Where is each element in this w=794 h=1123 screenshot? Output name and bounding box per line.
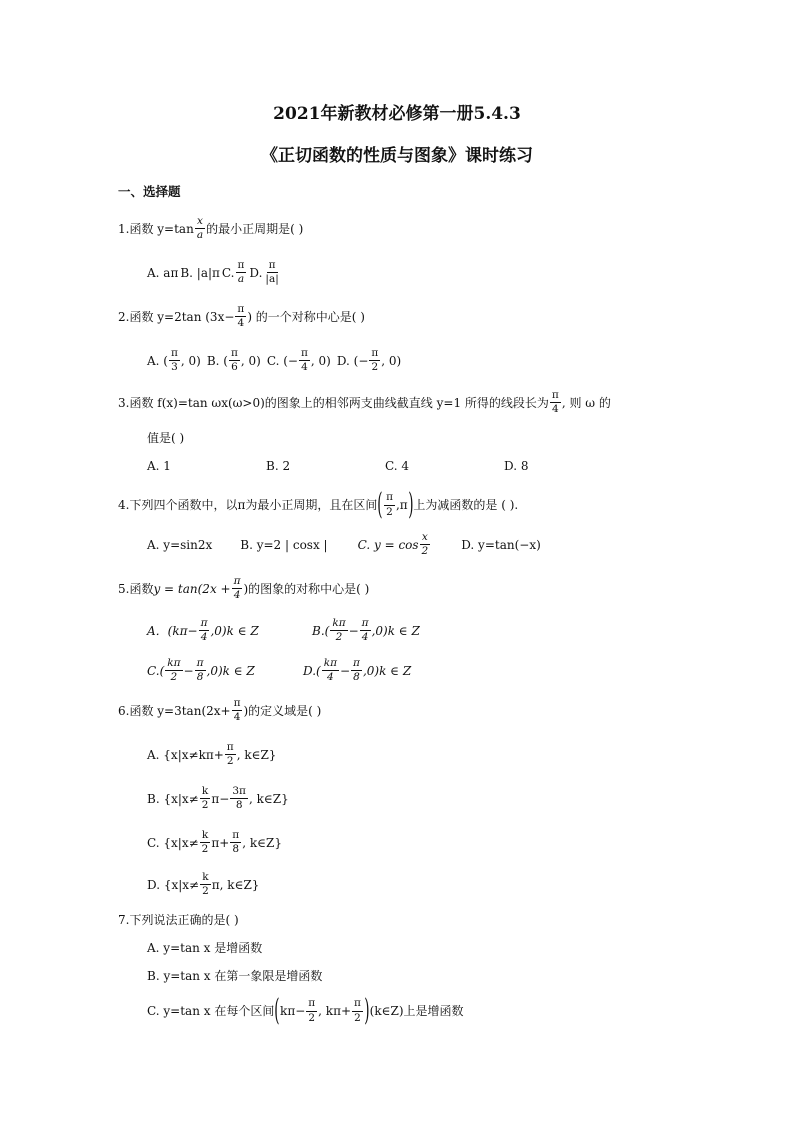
q6-text-post: )的定义域是( ) [243, 703, 322, 718]
q6-option-a: A. {x|x≠kπ+ $\frac{\pi}{2}$ , k∈Z} [147, 741, 277, 768]
q7-interval-open: ( [274, 993, 280, 1028]
q4-interval-open: ( [377, 487, 383, 522]
question-2-options [147, 348, 401, 373]
q2-option-d-post: , 0) [381, 353, 402, 368]
q2-option-a-fraction: $\frac{\pi}{3}$ [170, 347, 178, 374]
q6-option-d: D. {x|x≠ $\frac{k}{2}$ π, k∈Z} [147, 871, 260, 898]
q2-option-c-post: , 0) [310, 353, 331, 368]
question-6-stem [118, 698, 321, 723]
q5-expr-fraction: $\frac{\pi}{4}$ [233, 575, 241, 602]
question-3-stem [118, 390, 611, 415]
q4-text-post: 上为减函数的是 ( ). [413, 498, 519, 512]
q2-option-b-pre: B. ( [206, 353, 228, 368]
section-heading: 一、选择题 [118, 184, 181, 199]
q3-text-post: , 则 ω 的 [561, 395, 611, 410]
q4-option-a: A. y=sin2x [147, 537, 213, 552]
q2-option-a-post: , 0) [180, 353, 201, 368]
q3-option-d: D. 8 [504, 459, 529, 473]
q4-option-c-pre: C. y = cos [357, 537, 419, 552]
doc-title-line1: 2021年新教材必修第一册5.4.3 [273, 104, 521, 124]
q5-text-pre: 5.函数 [118, 581, 154, 596]
question-7-stem: 7.下列说法正确的是( ) [118, 913, 239, 927]
q2-option-d-fraction: $\frac{\pi}{2}$ [371, 347, 379, 374]
q2-option-c-fraction: $\frac{\pi}{4}$ [300, 347, 308, 374]
question-4-options [147, 532, 541, 557]
q1-option-c-label: C. [221, 265, 235, 280]
q3-fraction: $\frac{\pi}{4}$ [551, 389, 559, 416]
q3-option-a: A. 1 [147, 459, 171, 473]
q1-fraction: $\frac{x}{a}$ [196, 215, 204, 242]
q1-option-c-fraction: $\frac{\pi}{a}$ [237, 259, 245, 286]
q4-interval-mid: ,π [395, 498, 408, 512]
q4-option-c-fraction: $\frac{x}{2}$ [421, 531, 429, 558]
q2-text-post: ) 的一个对称中心是( ) [247, 309, 365, 324]
q6-fraction: $\frac{\pi}{4}$ [233, 697, 241, 724]
q7-option-c: C. y=tan x 在每个区间 ( kπ− $\frac{\pi}{2}$ , kπ+ $\frac{\pi}{2}$ ) (k∈Z)上是增函数 [147, 993, 464, 1028]
q5-text-post: 的图象的对称中心是( ) [248, 581, 370, 596]
q2-text-pre: 2.函数 y=2tan (3x− [118, 309, 235, 324]
q7-option-a: A. y=tan x 是增函数 [147, 941, 263, 955]
q3-option-c: C. 4 [385, 459, 410, 473]
question-3-stem-line2: 值是( ) [147, 431, 185, 445]
q4-interval-close: ) [407, 487, 414, 522]
q4-option-d: D. y=tan(−x) [461, 537, 541, 552]
q5-option-d: D. ( $\frac{k\pi}{4}$ − $\frac{\pi}{8}$ ,0)k ∈ Z [303, 657, 412, 684]
q5-expr-post: ) [243, 581, 249, 596]
question-4-stem [118, 487, 519, 522]
q5-expr-pre: y = tan(2x + [153, 581, 231, 596]
q2-fraction: $\frac{\pi}{4}$ [237, 303, 245, 330]
q1-option-d-fraction: $\frac{\pi}{|a|}$ [265, 259, 279, 286]
q6-option-c: C. {x|x≠ $\frac{k}{2}$ π+ $\frac{\pi}{8}$ , k∈Z} [147, 829, 282, 856]
q7-option-b: B. y=tan x 在第一象限是增函数 [147, 969, 323, 983]
doc-title-line2: 《正切函数的性质与图象》课时练习 [261, 146, 533, 166]
q1-option-a: A. aπ [147, 265, 179, 280]
question-1-options [147, 260, 282, 285]
q2-option-b-post: , 0) [240, 353, 261, 368]
q1-option-b: B. |a|π [180, 265, 220, 280]
q4-text-pre: 4.下列四个函数中，以π为最小正周期，且在区间 [118, 498, 378, 512]
q3-option-b: B. 2 [266, 459, 291, 473]
q2-option-d-pre: D. (− [336, 353, 369, 368]
q7-interval-close: ) [364, 993, 370, 1028]
q6-option-b: B. {x|x≠ $\frac{k}{2}$ π− $\frac{3\pi}{8}$ , k∈Z} [147, 785, 289, 812]
question-5-stem [118, 576, 369, 601]
q5-option-b: B. ( $\frac{k\pi}{2}$ − $\frac{\pi}{4}$ ,0)k ∈ Z [312, 617, 420, 644]
q2-option-a-pre: A. ( [147, 353, 168, 368]
q1-text-post: 的最小正周期是( ) [206, 221, 304, 236]
q3-text-pre: 3.函数 f(x)=tan ωx(ω>0)的图象上的相邻两支曲线截直线 y=1 所得的线段长为 [118, 395, 549, 410]
q4-option-b: B. y=2 | cosx | [240, 537, 328, 552]
question-2-stem [118, 304, 365, 329]
q2-option-c-pre: C. (− [266, 353, 298, 368]
q2-option-b-fraction: $\frac{\pi}{6}$ [230, 347, 238, 374]
question-1-stem [118, 216, 303, 241]
q5-option-a: A． (kπ− $\frac{\pi}{4}$ ,0)k ∈ Z [147, 617, 259, 644]
q4-fraction: $\frac{\pi}{2}$ [386, 491, 393, 518]
q1-option-d-label: D. [249, 265, 263, 280]
q5-option-c: C. ( $\frac{k\pi}{2}$ − $\frac{\pi}{8}$ ,0)k ∈ Z [147, 657, 255, 684]
q6-text-pre: 6.函数 y=3tan(2x+ [118, 703, 231, 718]
q1-text-pre: 1.函数 y=tan [118, 221, 194, 236]
